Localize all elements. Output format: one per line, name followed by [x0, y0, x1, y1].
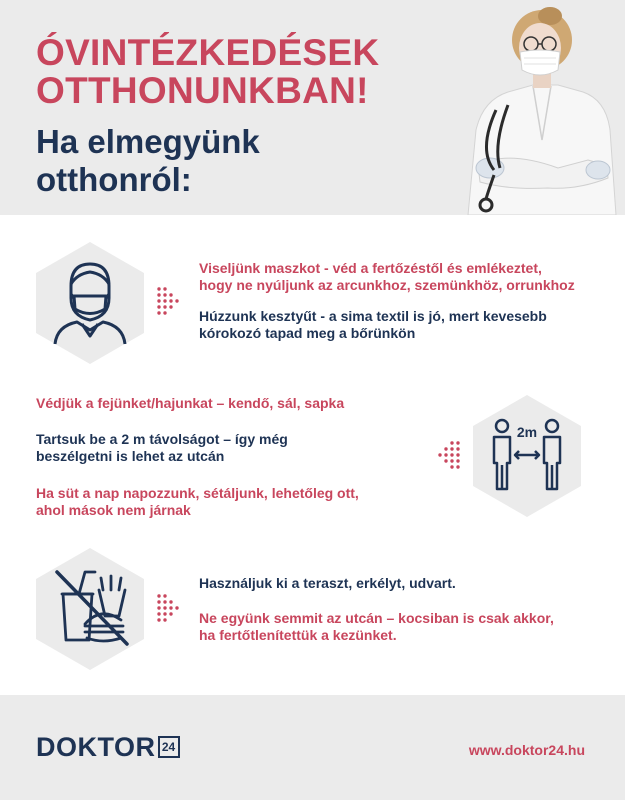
title-line-2: OTTHONUNKBAN!: [36, 70, 369, 111]
header-banner: [0, 0, 625, 215]
title-line-1: ÓVINTÉZKEDÉSEK: [36, 32, 380, 73]
mask-advice: Viseljünk maszkot - véd a fertőzéstől és emlékeztet, hogy ne nyúljunk az arcunkhoz, szemünkhöz, orrunkhoz: [199, 260, 575, 293]
distance-hexagon: [470, 393, 584, 519]
subtitle-line-1: Ha elmegyünk: [36, 123, 260, 160]
mask-hexagon: [33, 240, 147, 366]
head-cover-advice: Védjük a fejünket/hajunkat – kendő, sál, sapka: [36, 395, 345, 411]
distance-advice: Tartsuk be a 2 m távolságot – így még beszélgetni is lehet az utcán: [36, 431, 288, 464]
dot-grid-icon: [435, 440, 461, 472]
doktor24-logo: [36, 731, 180, 763]
page-subtitle: [36, 123, 260, 199]
subtitle-line-2: otthonról:: [36, 161, 192, 198]
terrace-advice: Használjuk ki a teraszt, erkélyt, udvart.: [199, 575, 456, 591]
food-hexagon: [33, 546, 147, 672]
sunbathe-advice: Ha süt a nap napozzunk, sétáljunk, lehetőleg ott, ahol mások nem járnak: [36, 485, 359, 518]
doctor-illustration: [438, 0, 625, 215]
logo-badge: 24: [158, 736, 180, 758]
dot-grid-icon: [156, 286, 182, 318]
gloves-advice: Húzzunk kesztyűt - a sima textil is jó, mert kevesebb kórokozó tapad meg a bőrünkön: [199, 308, 547, 341]
dot-grid-icon: [156, 593, 182, 625]
page-title: [36, 34, 379, 110]
footer: [0, 695, 625, 800]
website-link[interactable]: www.doktor24.hu: [468, 742, 585, 758]
distance-label: 2m: [516, 424, 538, 440]
no-eating-advice: Ne együnk semmit az utcán – kocsiban is csak akkor, ha fertőtlenítettük a kezünket.: [199, 610, 554, 643]
logo-text: DOKTOR: [36, 731, 156, 762]
